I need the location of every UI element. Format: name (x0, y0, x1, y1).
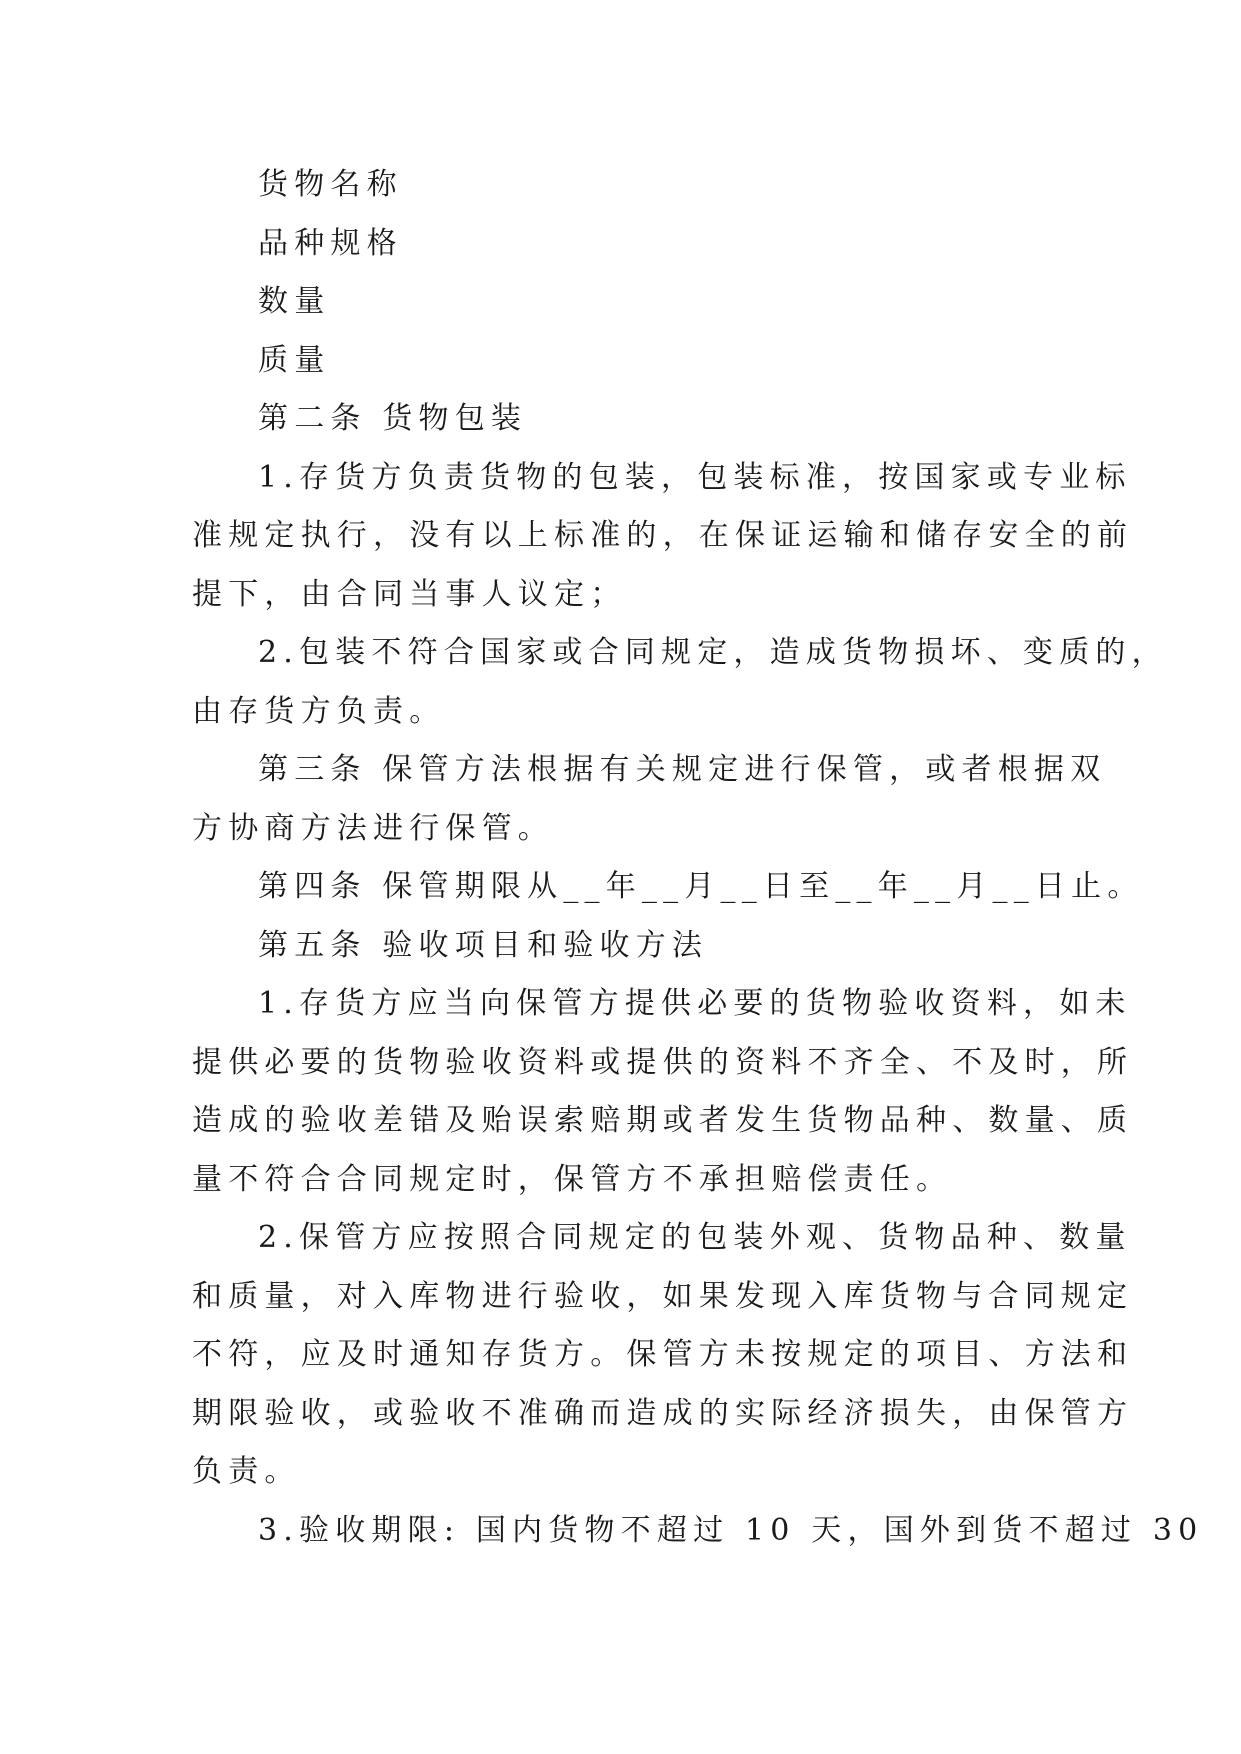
document-line: 不符，应及时通知存货方。保管方未按规定的项目、方法和 (192, 1337, 1134, 1372)
document-line: 期限验收，或验收不准确而造成的实际经济损失，由保管方 (192, 1395, 1134, 1431)
document-line: 3.验收期限: 国内货物不超过 10 天，国外到货不超过 30 (258, 1512, 1204, 1548)
document-line: 货物名称 (258, 167, 403, 202)
document-line: 准规定执行，没有以上标准的，在保证运输和储存安全的前 (192, 518, 1134, 553)
document-line: 提供必要的货物验收资料或提供的资料不齐全、不及时，所 (192, 1044, 1134, 1080)
document-line: 提下，由合同当事人议定； (192, 576, 627, 612)
document-line: 方协商方法进行保管。 (192, 810, 554, 846)
document-line: 第五条 验收项目和验收方法 (258, 927, 709, 963)
document-line: 造成的验收差错及贻误索赔期或者发生货物品种、数量、质 (192, 1103, 1134, 1138)
document-line: 第四条 保管期限从__年__月__日至__年__月__日止。 (258, 869, 1144, 904)
document-line: 1.存货方应当向保管方提供必要的货物验收资料，如未 (258, 986, 1132, 1021)
document-body (192, 156, 1204, 1560)
document-line: 2.包装不符合国家或合同规定，造成货物损坏、变质的， (258, 635, 1168, 670)
document-line: 负责。 (192, 1454, 301, 1489)
document-line: 2.保管方应按照合同规定的包装外观、货物品种、数量 (258, 1220, 1132, 1255)
document-line: 第二条 货物包装 (258, 401, 528, 436)
document-line: 质量 (258, 342, 331, 378)
document-line: 品种规格 (258, 225, 403, 261)
document-line: 量不符合合同规定时，保管方不承担赔偿责任。 (192, 1161, 953, 1197)
document-line: 1.存货方负责货物的包装，包装标准，按国家或专业标 (258, 459, 1132, 495)
document-line: 数量 (258, 284, 331, 319)
document-line: 由存货方负责。 (192, 693, 446, 729)
document-line: 第三条 保管方法根据有关规定进行保管，或者根据双 (258, 752, 1107, 787)
document-line: 和质量，对入库物进行验收，如果发现入库货物与合同规定 (192, 1278, 1134, 1314)
